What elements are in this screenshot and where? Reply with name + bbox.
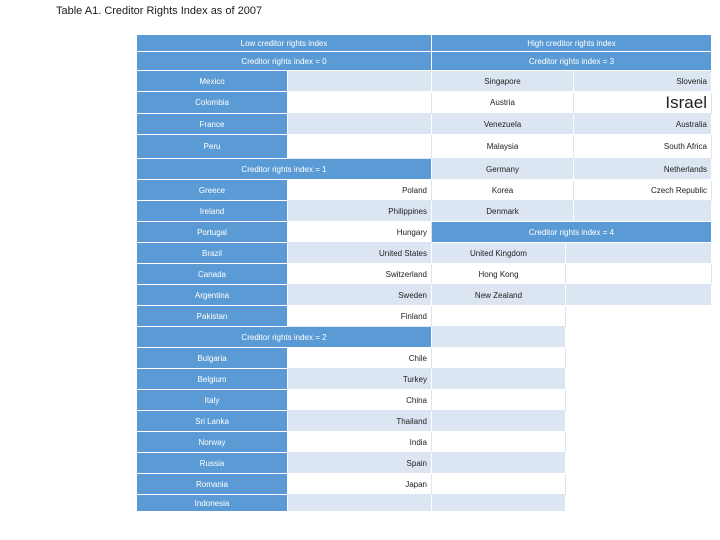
- country-cell: Austria: [432, 92, 574, 114]
- index1-header: Creditor rights index = 1: [137, 159, 432, 180]
- country-cell: Finland: [288, 306, 432, 327]
- country-cell: Bulgaria: [137, 348, 288, 369]
- country-cell: Colombia: [137, 92, 288, 114]
- high-index-header: High creditor rights index: [432, 35, 712, 52]
- empty-cell: [432, 411, 566, 432]
- index0-header: Creditor rights index = 0: [137, 52, 432, 71]
- empty-cell: [288, 495, 432, 512]
- country-cell: Mexico: [137, 71, 288, 92]
- country-cell: Poland: [288, 180, 432, 201]
- country-cell: New Zealand: [432, 285, 566, 306]
- empty-cell: [432, 306, 566, 327]
- country-cell: Netherlands: [574, 159, 712, 180]
- empty-cell: [432, 348, 566, 369]
- empty-cell: [566, 285, 712, 306]
- index4-header: Creditor rights index = 4: [432, 222, 712, 243]
- empty-cell: [432, 495, 566, 512]
- country-cell: Chile: [288, 348, 432, 369]
- low-index-header: Low creditor rights index: [137, 35, 432, 52]
- country-cell: Australia: [574, 114, 712, 135]
- country-cell: Romania: [137, 474, 288, 495]
- country-cell: Belgium: [137, 369, 288, 390]
- country-cell: Switzerland: [288, 264, 432, 285]
- empty-cell: [288, 92, 432, 114]
- country-cell: Israel: [574, 92, 712, 114]
- country-cell: United States: [288, 243, 432, 264]
- empty-cell: [288, 71, 432, 92]
- empty-cell: [432, 390, 566, 411]
- empty-cell: [432, 369, 566, 390]
- country-cell: Argentina: [137, 285, 288, 306]
- country-cell: Norway: [137, 432, 288, 453]
- country-cell: Canada: [137, 264, 288, 285]
- country-cell: South Africa: [574, 135, 712, 159]
- empty-cell: [432, 432, 566, 453]
- country-cell: Russia: [137, 453, 288, 474]
- country-cell: Ireland: [137, 201, 288, 222]
- index2-header: Creditor rights index = 2: [137, 327, 432, 348]
- country-cell: Brazil: [137, 243, 288, 264]
- country-cell: Thailand: [288, 411, 432, 432]
- empty-cell: [432, 453, 566, 474]
- country-cell: Slovenia: [574, 71, 712, 92]
- country-cell: Peru: [137, 135, 288, 159]
- country-cell: Denmark: [432, 201, 574, 222]
- country-cell: Portugal: [137, 222, 288, 243]
- country-cell: Korea: [432, 180, 574, 201]
- country-cell: Greece: [137, 180, 288, 201]
- country-cell: India: [288, 432, 432, 453]
- country-cell: China: [288, 390, 432, 411]
- empty-cell: [566, 264, 712, 285]
- country-cell: Sweden: [288, 285, 432, 306]
- country-cell: Hungary: [288, 222, 432, 243]
- country-cell: Germany: [432, 159, 574, 180]
- country-cell: Japan: [288, 474, 432, 495]
- country-cell: Hong Kong: [432, 264, 566, 285]
- country-cell: Sri Lanka: [137, 411, 288, 432]
- empty-cell: [432, 474, 566, 495]
- empty-cell: [288, 135, 432, 159]
- empty-cell: [566, 243, 712, 264]
- index3-header: Creditor rights index = 3: [432, 52, 712, 71]
- country-cell: Singapore: [432, 71, 574, 92]
- table-title: Table A1. Creditor Rights Index as of 2007: [56, 5, 263, 17]
- empty-cell: [432, 327, 566, 348]
- country-cell: France: [137, 114, 288, 135]
- empty-cell: [574, 201, 712, 222]
- country-cell: United Kingdom: [432, 243, 566, 264]
- country-cell: Turkey: [288, 369, 432, 390]
- empty-cell: [288, 114, 432, 135]
- country-cell: Malaysia: [432, 135, 574, 159]
- country-cell: Spain: [288, 453, 432, 474]
- country-cell: Indonesia: [137, 495, 288, 512]
- country-cell: Venezuela: [432, 114, 574, 135]
- country-cell: Pakistan: [137, 306, 288, 327]
- country-cell: Italy: [137, 390, 288, 411]
- country-cell: Philippines: [288, 201, 432, 222]
- country-cell: Czech Republic: [574, 180, 712, 201]
